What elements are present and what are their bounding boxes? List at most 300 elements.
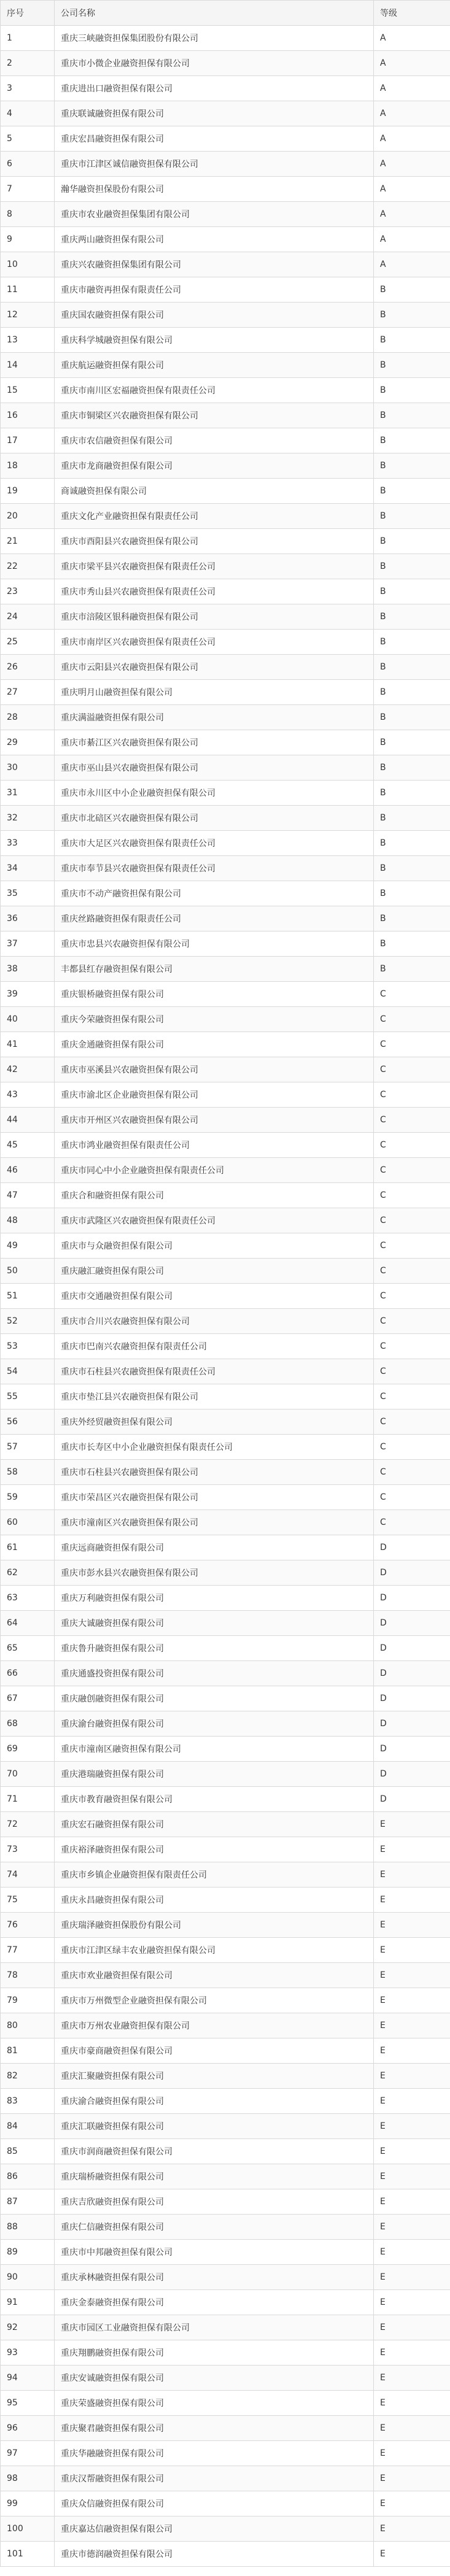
- grade: B: [374, 403, 450, 428]
- row-index: 40: [1, 1007, 55, 1032]
- table-row: [1, 781, 450, 806]
- table-row: [1, 2366, 450, 2391]
- grade: B: [374, 906, 450, 931]
- company-name: 重庆众信融资担保有限公司: [55, 2491, 374, 2516]
- company-name: 重庆嘉达信融资担保有限公司: [55, 2516, 374, 2542]
- company-name: 重庆市北碚区兴农融资担保有限公司: [55, 806, 374, 831]
- grade: C: [374, 1007, 450, 1032]
- row-index: 76: [1, 1913, 55, 1938]
- grade: B: [374, 655, 450, 680]
- table-row: [1, 1560, 450, 1586]
- row-index: 93: [1, 2340, 55, 2366]
- row-index: 43: [1, 1082, 55, 1108]
- grade: B: [374, 630, 450, 655]
- grade: C: [374, 1057, 450, 1082]
- grade: D: [374, 1560, 450, 1586]
- grade: E: [374, 2064, 450, 2089]
- table-row: [1, 630, 450, 655]
- company-name: 瀚华融资担保股份有限公司: [55, 177, 374, 202]
- table-row: [1, 906, 450, 931]
- table-row: [1, 1057, 450, 1082]
- grade: E: [374, 2164, 450, 2189]
- table-row: [1, 202, 450, 227]
- grade: E: [374, 2416, 450, 2441]
- grade: C: [374, 1435, 450, 1460]
- grade: A: [374, 227, 450, 252]
- row-index: 12: [1, 303, 55, 328]
- header-row: [1, 1, 450, 26]
- row-index: 74: [1, 1862, 55, 1888]
- grade: B: [374, 353, 450, 378]
- table-row: [1, 1309, 450, 1334]
- grade: C: [374, 1510, 450, 1535]
- table-row: [1, 1812, 450, 1837]
- table-row: [1, 604, 450, 630]
- company-name: 重庆市荣昌区兴农融资担保有限公司: [55, 1485, 374, 1510]
- row-index: 75: [1, 1888, 55, 1913]
- grade: E: [374, 2491, 450, 2516]
- company-name: 重庆市大足区兴农融资担保有限责任公司: [55, 831, 374, 856]
- grade: D: [374, 1636, 450, 1661]
- table-row: [1, 2416, 450, 2441]
- row-index: 18: [1, 453, 55, 479]
- company-name: 重庆丝路融资担保有限责任公司: [55, 906, 374, 931]
- row-index: 59: [1, 1485, 55, 1510]
- table-row: [1, 2340, 450, 2366]
- row-index: 21: [1, 529, 55, 554]
- table-row: [1, 2466, 450, 2491]
- grade: A: [374, 51, 450, 76]
- grade: C: [374, 1384, 450, 1409]
- grade: B: [374, 957, 450, 982]
- grade: E: [374, 1913, 450, 1938]
- grade: C: [374, 1309, 450, 1334]
- company-name: 重庆市綦江区兴农融资担保有限公司: [55, 730, 374, 755]
- company-name: 重庆大诚融资担保有限公司: [55, 1611, 374, 1636]
- grade: E: [374, 2315, 450, 2340]
- grade: E: [374, 1938, 450, 1963]
- grade: C: [374, 1208, 450, 1233]
- company-name: 重庆市万州微型企业融资担保有限公司: [55, 1988, 374, 2013]
- grade: B: [374, 529, 450, 554]
- company-name: 重庆荣盛融资担保有限公司: [55, 2391, 374, 2416]
- company-name: 重庆明月山融资担保有限公司: [55, 680, 374, 705]
- table-row: [1, 1988, 450, 2013]
- table-row: [1, 378, 450, 403]
- table-row: [1, 1510, 450, 1535]
- company-name: 重庆三峡融资担保集团股份有限公司: [55, 26, 374, 51]
- company-name: 重庆鲁升融资担保有限公司: [55, 1636, 374, 1661]
- grade: B: [374, 378, 450, 403]
- table-row: [1, 579, 450, 604]
- row-index: 97: [1, 2441, 55, 2466]
- table-row: [1, 705, 450, 730]
- table-row: [1, 353, 450, 378]
- table-row: [1, 252, 450, 277]
- table-row: [1, 2114, 450, 2139]
- table-row: [1, 303, 450, 328]
- row-index: 38: [1, 957, 55, 982]
- row-index: 96: [1, 2416, 55, 2441]
- company-name: 重庆市巫溪县兴农融资担保有限公司: [55, 1057, 374, 1082]
- grade: B: [374, 806, 450, 831]
- company-name: 重庆市梁平县兴农融资担保有限责任公司: [55, 554, 374, 579]
- row-index: 39: [1, 982, 55, 1007]
- table-row: [1, 328, 450, 353]
- table-row: [1, 428, 450, 453]
- row-index: 33: [1, 831, 55, 856]
- table-row: [1, 1787, 450, 1812]
- grade: C: [374, 1460, 450, 1485]
- grade: C: [374, 1108, 450, 1133]
- table-row: [1, 680, 450, 705]
- grade: C: [374, 982, 450, 1007]
- table-row: [1, 403, 450, 428]
- row-index: 25: [1, 630, 55, 655]
- row-index: 23: [1, 579, 55, 604]
- grade: C: [374, 1284, 450, 1309]
- row-index: 1: [1, 26, 55, 51]
- company-name: 重庆融汇融资担保有限公司: [55, 1259, 374, 1284]
- row-index: 60: [1, 1510, 55, 1535]
- company-name: 重庆外经贸融资担保有限公司: [55, 1409, 374, 1435]
- company-name: 重庆合和融资担保有限公司: [55, 1183, 374, 1208]
- company-name: 重庆银桥融资担保有限公司: [55, 982, 374, 1007]
- grade: B: [374, 730, 450, 755]
- grade: E: [374, 2189, 450, 2215]
- grade: E: [374, 2139, 450, 2164]
- grade: E: [374, 2391, 450, 2416]
- row-index: 80: [1, 2013, 55, 2038]
- row-index: 72: [1, 1812, 55, 1837]
- table-row: [1, 755, 450, 781]
- table-row: [1, 2013, 450, 2038]
- company-name: 重庆市云阳县兴农融资担保有限公司: [55, 655, 374, 680]
- grade: B: [374, 428, 450, 453]
- grade: E: [374, 2290, 450, 2315]
- table-row: [1, 554, 450, 579]
- grade: A: [374, 26, 450, 51]
- row-index: 3: [1, 76, 55, 101]
- table-row: [1, 2089, 450, 2114]
- company-name: 重庆瑞桥融资担保有限公司: [55, 2164, 374, 2189]
- company-name: 重庆永昌融资担保有限公司: [55, 1888, 374, 1913]
- company-name: 重庆市农信融资担保有限公司: [55, 428, 374, 453]
- company-name: 重庆市潼南区兴农融资担保有限公司: [55, 1510, 374, 1535]
- company-name: 重庆港瑞融资担保有限公司: [55, 1762, 374, 1787]
- table-row: [1, 1007, 450, 1032]
- company-name: 重庆市农业融资担保集团有限公司: [55, 202, 374, 227]
- row-index: 22: [1, 554, 55, 579]
- grade: C: [374, 1259, 450, 1284]
- row-index: 64: [1, 1611, 55, 1636]
- grade: E: [374, 1888, 450, 1913]
- table-row: [1, 2441, 450, 2466]
- grade: C: [374, 1082, 450, 1108]
- row-index: 81: [1, 2038, 55, 2064]
- row-index: 7: [1, 177, 55, 202]
- company-name: 重庆市石柱县兴农融资担保有限公司: [55, 1460, 374, 1485]
- row-index: 58: [1, 1460, 55, 1485]
- grade: A: [374, 152, 450, 177]
- row-index: 100: [1, 2516, 55, 2542]
- row-index: 101: [1, 2542, 55, 2567]
- company-name: 重庆市永川区中小企业融资担保有限公司: [55, 781, 374, 806]
- row-index: 5: [1, 126, 55, 152]
- table-row: [1, 1133, 450, 1158]
- grade: E: [374, 1862, 450, 1888]
- header-index: 序号: [1, 1, 55, 26]
- row-index: 44: [1, 1108, 55, 1133]
- table-row: [1, 2164, 450, 2189]
- row-index: 89: [1, 2240, 55, 2265]
- table-row: [1, 1460, 450, 1485]
- table-row: [1, 2215, 450, 2240]
- table-row: [1, 1737, 450, 1762]
- row-index: 42: [1, 1057, 55, 1082]
- header-company-name: 公司名称: [55, 1, 374, 26]
- row-index: 46: [1, 1158, 55, 1183]
- row-index: 84: [1, 2114, 55, 2139]
- grade: A: [374, 177, 450, 202]
- row-index: 15: [1, 378, 55, 403]
- row-index: 67: [1, 1686, 55, 1711]
- row-index: 90: [1, 2265, 55, 2290]
- row-index: 94: [1, 2366, 55, 2391]
- table-row: [1, 806, 450, 831]
- table-row: [1, 1888, 450, 1913]
- company-name: 重庆市铜梁区兴农融资担保有限公司: [55, 403, 374, 428]
- row-index: 50: [1, 1259, 55, 1284]
- company-name: 重庆融创融资担保有限公司: [55, 1686, 374, 1711]
- grade: C: [374, 1133, 450, 1158]
- row-index: 48: [1, 1208, 55, 1233]
- company-name: 重庆市欢业融资担保有限公司: [55, 1963, 374, 1988]
- table-row: [1, 2315, 450, 2340]
- row-index: 92: [1, 2315, 55, 2340]
- row-index: 83: [1, 2089, 55, 2114]
- row-index: 13: [1, 328, 55, 353]
- row-index: 78: [1, 1963, 55, 1988]
- grade: E: [374, 1812, 450, 1837]
- row-index: 36: [1, 906, 55, 931]
- company-name: 重庆联诚融资担保有限公司: [55, 101, 374, 126]
- row-index: 26: [1, 655, 55, 680]
- row-index: 24: [1, 604, 55, 630]
- grade: B: [374, 277, 450, 303]
- table-row: [1, 730, 450, 755]
- row-index: 77: [1, 1938, 55, 1963]
- table-row: [1, 2516, 450, 2542]
- company-name: 商诚融资担保有限公司: [55, 479, 374, 504]
- company-name: 重庆市涪陵区银科融资担保有限公司: [55, 604, 374, 630]
- row-index: 32: [1, 806, 55, 831]
- grade: A: [374, 252, 450, 277]
- grade: E: [374, 2038, 450, 2064]
- grade: B: [374, 479, 450, 504]
- table-row: [1, 2290, 450, 2315]
- row-index: 27: [1, 680, 55, 705]
- table-row: [1, 1082, 450, 1108]
- row-index: 71: [1, 1787, 55, 1812]
- row-index: 62: [1, 1560, 55, 1586]
- company-name: 重庆市渝北区企业融资担保有限公司: [55, 1082, 374, 1108]
- company-name: 重庆市与众融资担保有限公司: [55, 1233, 374, 1259]
- row-index: 52: [1, 1309, 55, 1334]
- grade: E: [374, 2441, 450, 2466]
- row-index: 17: [1, 428, 55, 453]
- table-row: [1, 1435, 450, 1460]
- company-name: 丰都县红存融资担保有限公司: [55, 957, 374, 982]
- table-row: [1, 1686, 450, 1711]
- company-name: 重庆市万州农业融资担保有限公司: [55, 2013, 374, 2038]
- company-name: 重庆宏昌融资担保有限公司: [55, 126, 374, 152]
- grade: C: [374, 1334, 450, 1359]
- grade: C: [374, 1359, 450, 1384]
- company-name: 重庆市长寿区中小企业融资担保有限责任公司: [55, 1435, 374, 1460]
- row-index: 49: [1, 1233, 55, 1259]
- table-row: [1, 2491, 450, 2516]
- row-index: 31: [1, 781, 55, 806]
- row-index: 56: [1, 1409, 55, 1435]
- company-name: 重庆金泰融资担保有限公司: [55, 2290, 374, 2315]
- company-name: 重庆市忠县兴农融资担保有限公司: [55, 931, 374, 957]
- grade: B: [374, 303, 450, 328]
- table-row: [1, 1636, 450, 1661]
- grade: C: [374, 1032, 450, 1057]
- row-index: 66: [1, 1661, 55, 1686]
- row-index: 69: [1, 1737, 55, 1762]
- grade: B: [374, 554, 450, 579]
- table-row: [1, 504, 450, 529]
- row-index: 70: [1, 1762, 55, 1787]
- company-name: 重庆瑞泽融资担保股份有限公司: [55, 1913, 374, 1938]
- table-row: [1, 152, 450, 177]
- table-row: [1, 177, 450, 202]
- row-index: 73: [1, 1837, 55, 1862]
- grade: C: [374, 1485, 450, 1510]
- company-name: 重庆兴农融资担保集团有限公司: [55, 252, 374, 277]
- company-name: 重庆市石柱县兴农融资担保有限责任公司: [55, 1359, 374, 1384]
- company-name: 重庆宏石融资担保有限公司: [55, 1812, 374, 1837]
- grade: E: [374, 2215, 450, 2240]
- table-row: [1, 1963, 450, 1988]
- company-name: 重庆市开州区兴农融资担保有限公司: [55, 1108, 374, 1133]
- grade: E: [374, 2516, 450, 2542]
- row-index: 68: [1, 1711, 55, 1737]
- company-name: 重庆市彭水县兴农融资担保有限公司: [55, 1560, 374, 1586]
- company-name: 重庆市南岸区兴农融资担保有限责任公司: [55, 630, 374, 655]
- grade: C: [374, 1183, 450, 1208]
- grade: E: [374, 2366, 450, 2391]
- table-row: [1, 1334, 450, 1359]
- table-row: [1, 1535, 450, 1560]
- company-name: 重庆翔鹏融资担保有限公司: [55, 2340, 374, 2366]
- row-index: 61: [1, 1535, 55, 1560]
- company-name: 重庆市合川兴农融资担保有限公司: [55, 1309, 374, 1334]
- table-row: [1, 51, 450, 76]
- grade: D: [374, 1711, 450, 1737]
- company-name: 重庆市秀山县兴农融资担保有限责任公司: [55, 579, 374, 604]
- company-name: 重庆市江津区诚信融资担保有限公司: [55, 152, 374, 177]
- table-row: [1, 881, 450, 906]
- company-name: 重庆市垫江县兴农融资担保有限公司: [55, 1384, 374, 1409]
- table-row: [1, 2240, 450, 2265]
- grade: B: [374, 328, 450, 353]
- table-row: [1, 479, 450, 504]
- table-row: [1, 453, 450, 479]
- row-index: 54: [1, 1359, 55, 1384]
- grade: C: [374, 1158, 450, 1183]
- company-name: 重庆市龙商融资担保有限公司: [55, 453, 374, 479]
- company-name: 重庆市酉阳县兴农融资担保有限公司: [55, 529, 374, 554]
- grade: D: [374, 1586, 450, 1611]
- grade: B: [374, 931, 450, 957]
- grade: B: [374, 831, 450, 856]
- table-row: [1, 2391, 450, 2416]
- table-body: [1, 26, 450, 2567]
- row-index: 30: [1, 755, 55, 781]
- grade: E: [374, 2542, 450, 2567]
- company-name: 重庆汇聚融资担保有限公司: [55, 2064, 374, 2089]
- row-index: 8: [1, 202, 55, 227]
- grade: D: [374, 1686, 450, 1711]
- company-name: 重庆文化产业融资担保有限责任公司: [55, 504, 374, 529]
- company-name: 重庆市融资再担保有限责任公司: [55, 277, 374, 303]
- company-name: 重庆市润商融资担保有限公司: [55, 2139, 374, 2164]
- table-row: [1, 1586, 450, 1611]
- company-name: 重庆汇联融资担保有限公司: [55, 2114, 374, 2139]
- table-row: [1, 529, 450, 554]
- row-index: 20: [1, 504, 55, 529]
- grade: E: [374, 1963, 450, 1988]
- company-name: 重庆吉欣融资担保有限公司: [55, 2189, 374, 2215]
- row-index: 19: [1, 479, 55, 504]
- company-name: 重庆市豪商融资担保有限公司: [55, 2038, 374, 2064]
- grade: E: [374, 2089, 450, 2114]
- grade: B: [374, 705, 450, 730]
- company-name: 重庆进出口融资担保有限公司: [55, 76, 374, 101]
- table-row: [1, 831, 450, 856]
- company-name: 重庆市园区工业融资担保有限公司: [55, 2315, 374, 2340]
- grade: D: [374, 1762, 450, 1787]
- company-name: 重庆市德润融资担保有限公司: [55, 2542, 374, 2567]
- table-row: [1, 1913, 450, 1938]
- company-name: 重庆两山融资担保有限公司: [55, 227, 374, 252]
- grade: E: [374, 1988, 450, 2013]
- company-name: 重庆渝合融资担保有限公司: [55, 2089, 374, 2114]
- company-name: 重庆万利融资担保有限公司: [55, 1586, 374, 1611]
- row-index: 14: [1, 353, 55, 378]
- company-name: 重庆国农融资担保有限公司: [55, 303, 374, 328]
- company-name: 重庆科学城融资担保有限公司: [55, 328, 374, 353]
- company-name: 重庆市中邦融资担保有限公司: [55, 2240, 374, 2265]
- grade: E: [374, 1837, 450, 1862]
- company-name: 重庆市江津区绿丰农业融资担保有限公司: [55, 1938, 374, 1963]
- table-row: [1, 101, 450, 126]
- grade: E: [374, 2114, 450, 2139]
- table-row: [1, 1862, 450, 1888]
- table-row: [1, 1158, 450, 1183]
- table-row: [1, 655, 450, 680]
- table-row: [1, 2542, 450, 2567]
- grade: B: [374, 579, 450, 604]
- table-row: [1, 1384, 450, 1409]
- company-name: 重庆市奉节县兴农融资担保有限责任公司: [55, 856, 374, 881]
- grade: B: [374, 781, 450, 806]
- grade: B: [374, 604, 450, 630]
- grade: A: [374, 126, 450, 152]
